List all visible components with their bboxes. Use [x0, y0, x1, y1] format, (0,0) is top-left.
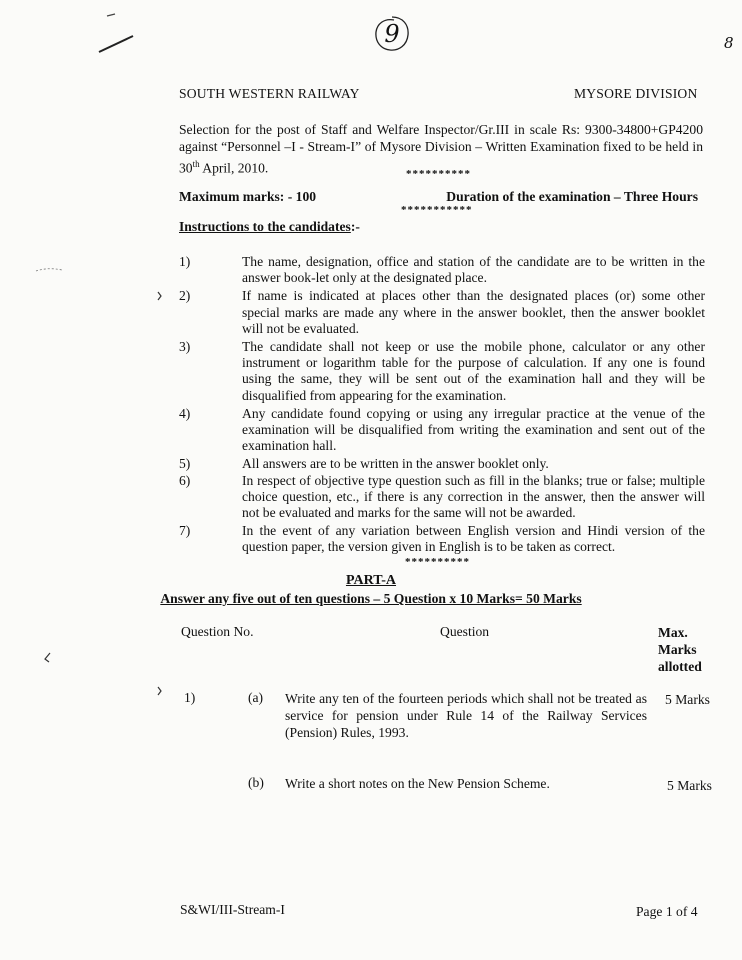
instruction-number: 4) [179, 405, 191, 421]
instruction-item [179, 523, 705, 555]
instruction-item [179, 288, 705, 337]
instruction-text: All answers are to be written in the answer booklet only. [242, 456, 549, 472]
max-marks: Maximum marks: - 100 [179, 189, 317, 204]
organization-name: SOUTH WESTERN RAILWAY [179, 86, 360, 101]
question-part-label: (b) [248, 775, 264, 790]
intro-text: Selection for the post of Staff and Welfare Inspector/Gr.III in scale Rs: 9300-34800+GP4200 against “Personnel –I - Stream-I” of Mysore Division – Written Examination fixed to be held in 30 [179, 122, 703, 176]
question-part-marks: 5 Marks [665, 692, 710, 707]
instruction-number: 3) [179, 339, 191, 355]
instruction-number: 6) [179, 472, 191, 488]
circle-mark-icon [372, 14, 412, 54]
intro-text-end: April, 2010. [199, 160, 269, 176]
instruction-number: 7) [179, 523, 191, 539]
instruction-text: If name is indicated at places other than the designated places (or) some other special marks are made any where in the answer booklet, then the answer booklet will not be evaluated. [242, 288, 705, 336]
pen-stroke-mark [95, 10, 140, 55]
question-part-label: (a) [248, 690, 264, 705]
instruction-item [179, 254, 705, 286]
question-part-text: Write a short notes on the New Pension Scheme. [285, 776, 550, 791]
instruction-text: The name, designation, office and station of the candidate are to be written in the answer book-let only at the designated place. [242, 254, 705, 286]
star-separator: *********** [401, 204, 473, 216]
column-header-marks [658, 624, 718, 675]
scan-speck-mark [155, 290, 165, 302]
marks-header-line: allotted [658, 659, 702, 674]
part-a-title: PART-A [345, 573, 397, 588]
star-separator: ********** [406, 168, 471, 180]
instructions-title-text: Instructions to the candidates [179, 219, 351, 234]
division-name: MYSORE DIVISION [574, 86, 698, 101]
instruction-number: 2) [179, 288, 191, 304]
instruction-number: 1) [179, 254, 191, 269]
exam-info-row [179, 189, 698, 205]
corner-note: 8 [724, 34, 734, 52]
scan-speck-mark [155, 685, 165, 697]
part-a-subtitle: Answer any five out of ten questions – 5 Question x 10 Marks= 50 Marks [160, 591, 582, 606]
column-header-question: Question [440, 624, 490, 639]
instructions-list [179, 254, 705, 556]
star-separator: ********** [405, 556, 470, 568]
instruction-number: 5) [179, 456, 191, 472]
instruction-text: In the event of any variation between English version and Hindi version of the question paper, the version given in English is to be taken as correct. [242, 523, 705, 555]
handwritten-page-number [372, 14, 412, 54]
column-header-question-no: Question No. [181, 624, 254, 639]
footer-page-number: Page 1 of 4 [636, 904, 698, 919]
instruction-item [179, 339, 705, 404]
instruction-text: The candidate shall not keep or use the mobile phone, calculator or any other instrument or logarithm table for the purpose of calculation. If any one is found using the same, they will be sent out of the examination hall and they will be disqualified from appearing for the examination. [242, 339, 705, 403]
marks-header-line: Max. [658, 625, 688, 640]
instruction-text: Any candidate found copying or using any irregular practice at the venue of the examination will be disqualified from writing the examination and sent out of the examination hall. [242, 405, 705, 454]
question-part-text: Write any ten of the fourteen periods which shall not be treated as service for pension under Rule 14 of the Railway Services (Pension) Rules, 1993. [285, 691, 647, 740]
marks-header-line: Marks [658, 642, 697, 657]
exam-duration: Duration of the examination – Three Hours [446, 189, 698, 204]
instruction-item [179, 406, 705, 455]
instruction-item [179, 473, 705, 522]
footer-paper-code: S&WI/III-Stream-I [180, 902, 285, 917]
instruction-item [179, 456, 705, 472]
instructions-title-suffix: :- [350, 219, 360, 234]
question-number: 1) [184, 690, 196, 705]
scan-speck-mark [40, 650, 54, 666]
scan-speck-mark [34, 262, 64, 276]
question-part-marks: 5 Marks [667, 778, 712, 793]
page-number-digit: 9 [384, 20, 400, 48]
intro-superscript: th [192, 158, 200, 169]
instructions-title [179, 219, 360, 235]
instruction-text: In respect of objective type question such as fill in the blanks; true or false; multiple choice question, etc., if there is any correction in the answer, then the answer will not be evaluated and marks for the same will not be awarded. [242, 472, 705, 521]
